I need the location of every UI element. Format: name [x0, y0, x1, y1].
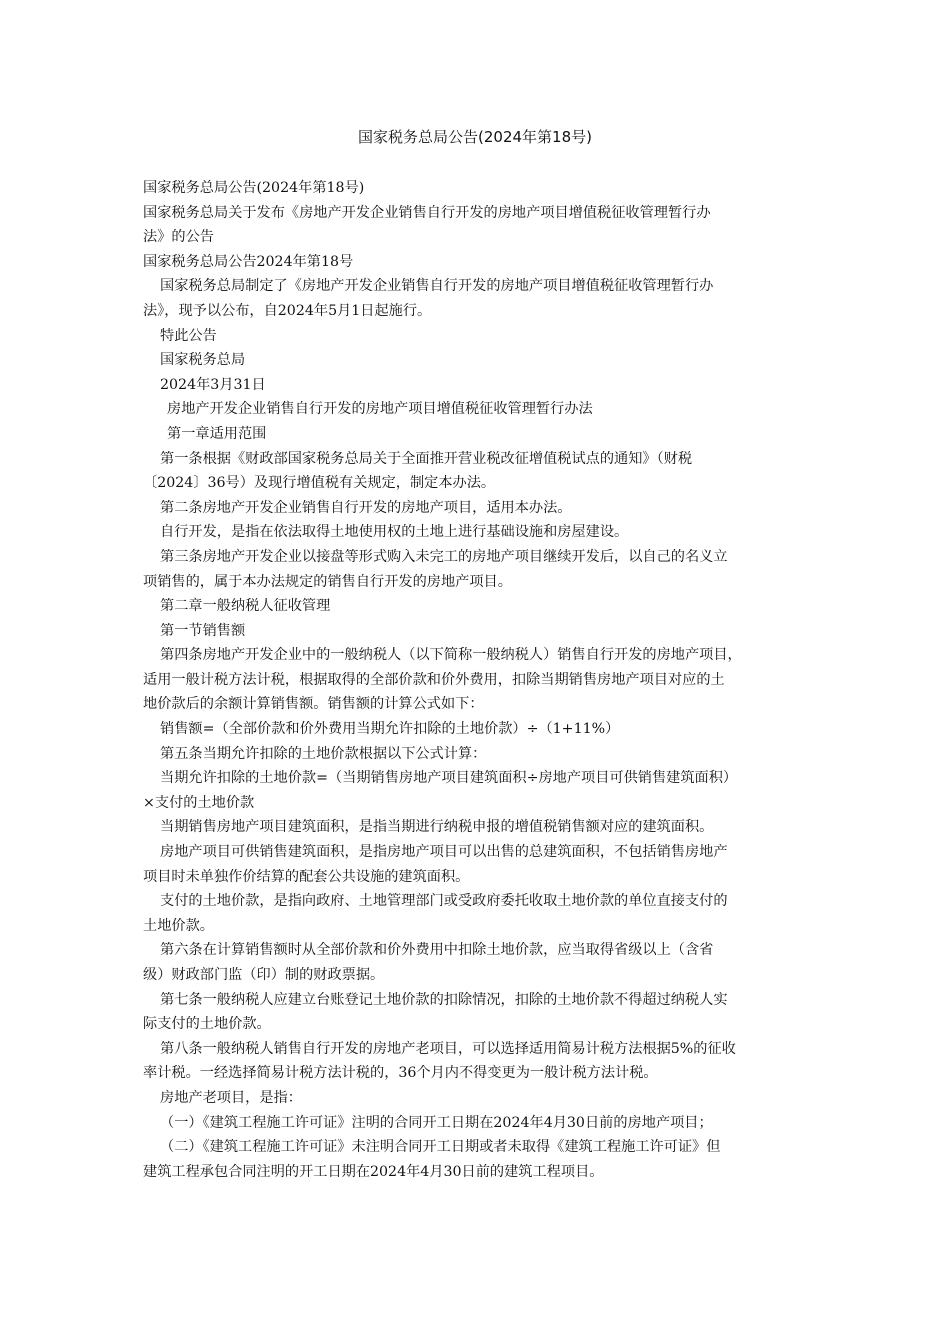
article: 第一条根据《财政部国家税务总局关于全面推开营业税改征增值税试点的通知》（财税: [160, 450, 693, 467]
article: 第五条当期允许扣除的土地价款根据以下公式计算：: [160, 745, 487, 762]
list-item: （一）《建筑工程施工许可证》注明的合同开工日期在2024年4月30日前的房地产项目；: [160, 1114, 713, 1131]
paragraph-cont: 法》，现予以公布，自2024年5月1日起施行。: [143, 302, 432, 319]
article-cont: 〔2024〕36号）及现行增值税有关规定，制定本办法。: [143, 475, 496, 492]
paragraph: 当期销售房地产项目建筑面积，是指当期进行纳税申报的增值税销售额对应的建筑面积。: [160, 819, 714, 836]
chapter-heading: 第二章一般纳税人征收管理: [160, 598, 331, 615]
article-cont: 适用一般计税方法计税，根据取得的全部价款和价外费用，扣除当期销售房地产项目对应的土: [143, 671, 725, 688]
paragraph: 支付的土地价款，是指向政府、土地管理部门或受政府委托收取土地价款的单位直接支付的: [160, 893, 728, 910]
announcement-number: 国家税务总局公告2024年第18号: [143, 253, 354, 270]
article: 第七条一般纳税人应建立台账登记土地价款的扣除情况，扣除的土地价款不得超过纳税人实: [160, 991, 728, 1008]
chapter-heading: 第一章适用范围: [167, 425, 267, 442]
paragraph: 国家税务总局制定了《房地产开发企业销售自行开发的房地产项目增值税征收管理暂行办: [160, 278, 714, 295]
issuer: 国家税务总局: [160, 352, 246, 369]
paragraph: 房地产老项目，是指：: [160, 1089, 302, 1106]
issue-date: 2024年3月31日: [160, 376, 266, 393]
article: 第六条在计算销售额时从全部价款和价外费用中扣除土地价款，应当取得省级以上（含省: [160, 942, 714, 959]
announcement-heading: 国家税务总局公告(2024年第18号): [143, 180, 365, 196]
formula-cont: ×支付的土地价款: [143, 794, 255, 811]
list-item-cont: 建筑工程承包合同注明的开工日期在2024年4月30日前的建筑工程项目。: [143, 1163, 604, 1180]
formula: 销售额=（全部价款和价外费用当期允许扣除的土地价款）÷（1+11%）: [160, 721, 620, 738]
paragraph-cont: 土地价款。: [143, 917, 214, 934]
paragraph-cont: 项目时未单独作价结算的配套公共设施的建筑面积。: [143, 868, 470, 885]
article-cont: 项销售的，属于本办法规定的销售自行开发的房地产项目。: [143, 573, 512, 590]
article: 第八条一般纳税人销售自行开发的房地产老项目，可以选择适用简易计税方法根据5%的征收: [160, 1040, 736, 1057]
list-item: （二）《建筑工程施工许可证》未注明合同开工日期或者未取得《建筑工程施工许可证》但: [160, 1139, 721, 1156]
article-cont: 地价款后的余额计算销售额。销售额的计算公式如下：: [143, 696, 484, 713]
section-heading: 第一节销售额: [160, 622, 246, 639]
measures-title: 房地产开发企业销售自行开发的房地产项目增值税征收管理暂行办法: [167, 401, 593, 418]
document-title: 国家税务总局公告(2024年第18号): [358, 128, 592, 146]
article: 第三条房地产开发企业以接盘等形式购入未完工的房地产项目继续开发后，以自己的名义立: [160, 548, 728, 565]
closing-note: 特此公告: [160, 327, 217, 344]
article: 第四条房地产开发企业中的一般纳税人（以下简称一般纳税人）销售自行开发的房地产项目，: [160, 647, 742, 664]
paragraph: 房地产项目可供销售建筑面积，是指房地产项目可以出售的总建筑面积，不包括销售房地产: [160, 844, 728, 861]
article-cont: 率计税。一经选择简易计税方法计税的，36个月内不得变更为一般计税方法计税。: [143, 1065, 658, 1082]
announcement-subject-cont: 法》的公告: [143, 229, 214, 246]
article-cont: 际支付的土地价款。: [143, 1016, 271, 1033]
article-cont: 级）财政部门监（印）制的财政票据。: [143, 967, 385, 983]
document-body: [143, 176, 808, 1184]
article: 第二条房地产开发企业销售自行开发的房地产项目，适用本办法。: [160, 499, 572, 516]
announcement-subject: 国家税务总局关于发布《房地产开发企业销售自行开发的房地产项目增值税征收管理暂行办: [143, 204, 711, 221]
formula: 当期允许扣除的土地价款=（当期销售房地产项目建筑面积÷房地产项目可供销售建筑面积）: [160, 770, 738, 787]
paragraph: 自行开发，是指在依法取得土地使用权的土地上进行基础设施和房屋建设。: [160, 524, 629, 541]
